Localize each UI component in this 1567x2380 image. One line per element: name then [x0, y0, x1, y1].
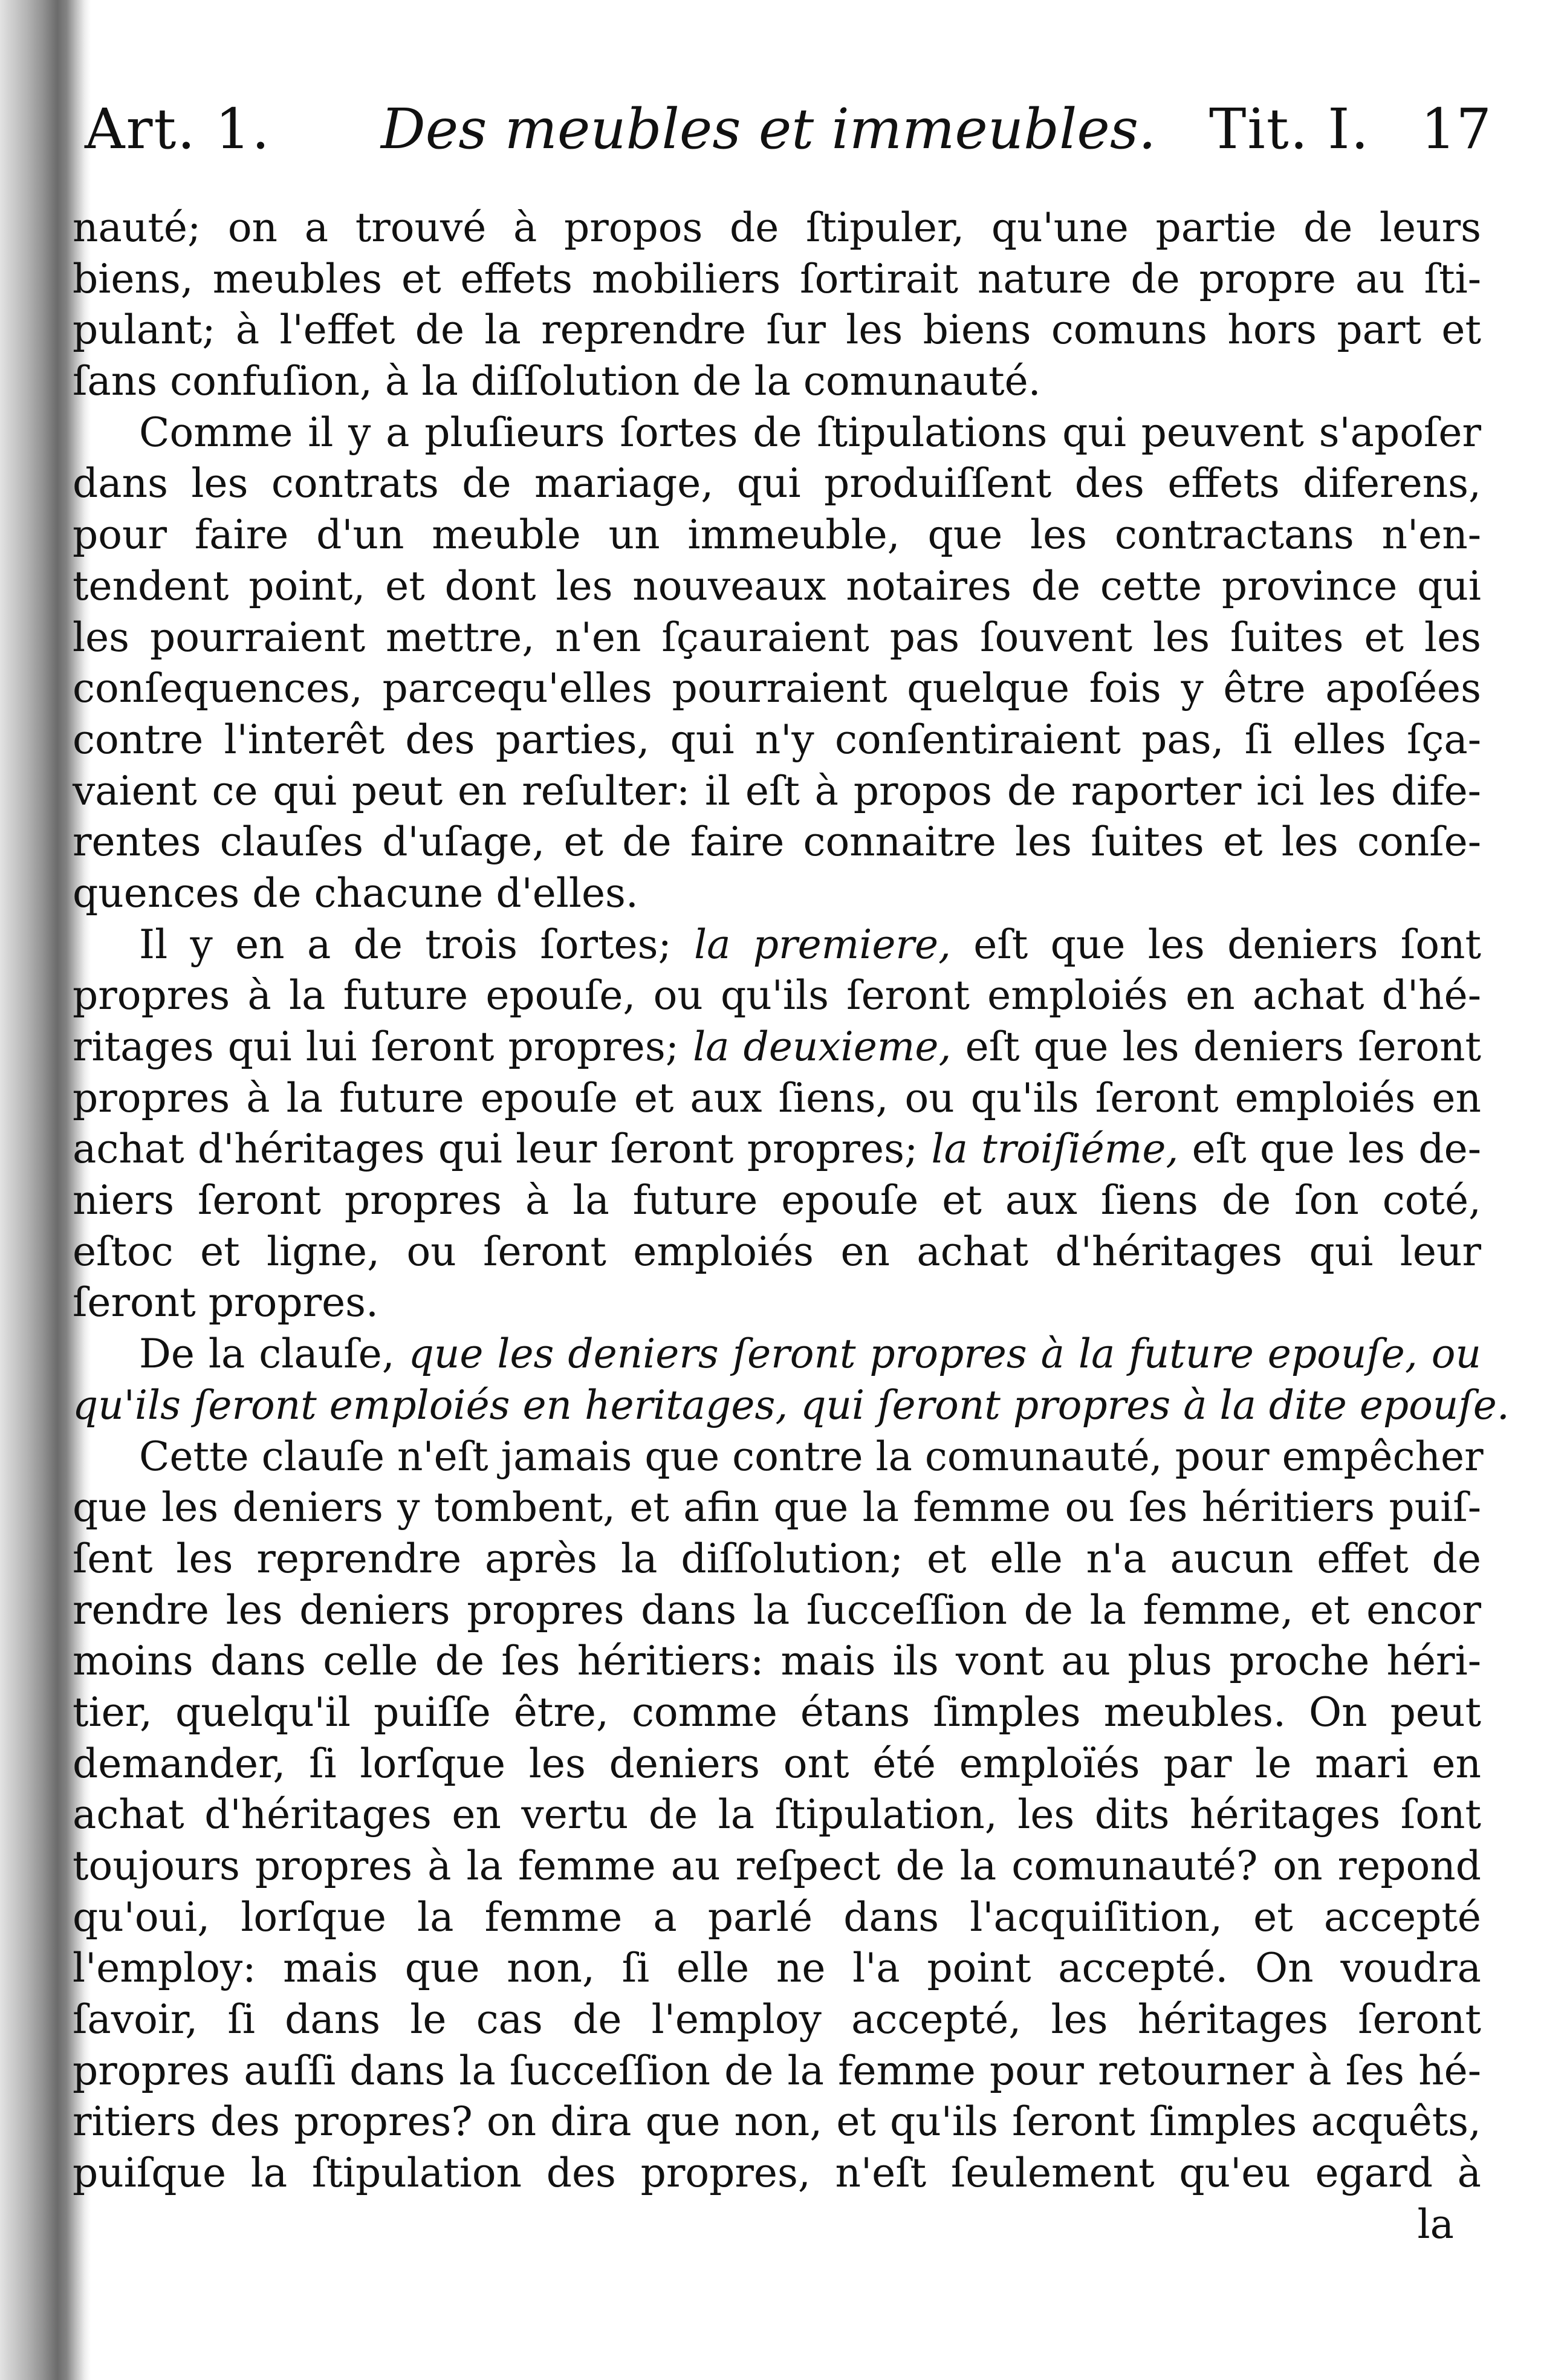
italic-term: la premiere,	[694, 921, 951, 968]
text-segment: eſt que les deniers ſont	[951, 921, 1481, 968]
text-line: ſavoir, ſi dans le cas de l'employ accepté, les héritages ſeront	[73, 1996, 1481, 2043]
text-line: ritiers des propres? on dira que non, et qu'ils ſeront ſimples acquêts,	[73, 2098, 1481, 2145]
text-line	[73, 1022, 1481, 1073]
text-line: toujours propres à la femme au reſpect de la comunauté? on repond	[73, 1843, 1481, 1889]
titre-number: Tit. I.	[1209, 97, 1370, 161]
text-line: demander, ſi lorſque les deniers ont été emploïés par le mari en	[73, 1740, 1481, 1787]
text-line: qu'oui, lorſque la femme a parlé dans l'acquiſition, et accepté	[73, 1893, 1481, 1941]
section-title: Des meubles et immeubles.	[381, 97, 1157, 161]
text-segment: eſt que les deniers ſeront	[951, 1023, 1482, 1070]
catchword: la	[1417, 2200, 1454, 2248]
text-segment: eſt que les de-	[1178, 1126, 1482, 1173]
body-text	[73, 203, 1510, 2251]
text-line: pour faire d'un meuble un immeuble, que les contractans n'en-	[73, 511, 1481, 559]
text-line	[73, 1124, 1481, 1175]
text-line: propres à la future epouſe, ou qu'ils ſeront emploiés en achat d'hé-	[73, 972, 1481, 1019]
text-line: propres auſſi dans la ſucceſſion de la femme pour retourner à ſes hé-	[73, 2047, 1481, 2094]
paragraph-start-line	[73, 919, 1481, 971]
text-line: achat d'héritages en vertu de la ſtipulation, les dits héritages ſont	[73, 1791, 1481, 1838]
text-line: rendre les deniers propres dans la ſucceſſion de la femme, et encor	[73, 1586, 1481, 1633]
text-segment: De la clauſe,	[139, 1331, 409, 1378]
text-line: moins dans celle de ſes héritiers: mais ils vont au plus proche héri-	[73, 1638, 1481, 1685]
text-line: nauté; on a trouvé à propos de ſtipuler, qu'une partie de leurs	[73, 204, 1481, 251]
text-segment: achat d'héritages qui leur ſeront propres;	[73, 1126, 932, 1173]
article-number: Art. 1.	[85, 97, 271, 161]
text-segment: ritages qui lui ſeront propres;	[73, 1023, 693, 1070]
text-line: dans les contrats de mariage, qui produiſſent des effets diferens,	[73, 460, 1481, 507]
text-line: les pourraient mettre, n'en ſçauraient pas ſouvent les ſuites et les	[73, 614, 1481, 661]
clause-heading-line: qu'ils ſeront emploiés en heritages, qui ſeront propres à la dite epouſe.	[73, 1381, 1510, 1428]
book-page	[73, 73, 1510, 2309]
text-line: eſtoc et ligne, ou ſeront emploiés en achat d'héritages qui leur	[73, 1228, 1481, 1275]
text-segment: Il y en a de trois ſortes;	[139, 921, 695, 968]
text-line: conſequences, parcequ'elles pourraient quelque fois y être apoſées	[73, 665, 1481, 712]
text-line: pulant; à l'effet de la reprendre ſur les biens comuns hors part et	[73, 306, 1481, 354]
running-head	[73, 97, 1492, 187]
text-line: contre l'interêt des parties, qui n'y conſentiraient pas, ſi elles ſça-	[73, 716, 1481, 763]
paragraph-start-line: Comme il y a pluſieurs ſortes de ſtipulations qui peuvent s'apoſer	[139, 409, 1481, 456]
text-line: vaient ce qui peut en reſulter: il eſt à propos de raporter ici les dife-	[73, 767, 1481, 814]
text-line: puiſque la ſtipulation des propres, n'eſt ſeulement qu'eu egard à	[73, 2150, 1481, 2197]
text-line: tier, quelqu'il puiſſe être, comme étans ſimples meubles. On peut	[73, 1688, 1481, 1736]
text-line: que les deniers y tombent, et afin que la femme ou ſes héritiers puiſ-	[73, 1484, 1481, 1531]
italic-term: la troiſiéme,	[931, 1126, 1179, 1173]
text-line: quences de chacune d'elles.	[73, 869, 638, 916]
paragraph-start-line: Cette clauſe n'eſt jamais que contre la comunauté, pour empêcher	[139, 1433, 1484, 1480]
text-line: l'employ: mais que non, ſi elle ne l'a point accepté. On voudra	[73, 1945, 1481, 1992]
text-line: biens, meubles et effets mobiliers ſortirait nature de propre au ſti-	[73, 255, 1481, 302]
text-line: tendent point, et dont les nouveaux notaires de cette province qui	[73, 562, 1481, 609]
page-number: 17	[1421, 97, 1492, 161]
text-line: ſeront propres.	[73, 1279, 379, 1326]
text-line: niers ſeront propres à la future epouſe et aux ſiens de ſon coté,	[73, 1177, 1481, 1224]
clause-heading-line	[73, 1329, 1481, 1380]
text-line: ſent les reprendre après la diſſolution; et elle n'a aucun effet de	[73, 1535, 1481, 1582]
italic-heading: que les deniers ſeront propres à la future epouſe, ou	[408, 1331, 1481, 1378]
text-line: propres à la future epouſe et aux ſiens, ou qu'ils ſeront emploiés en	[73, 1074, 1481, 1121]
text-line: rentes clauſes d'uſage, et de faire connaitre les ſuites et les conſe-	[73, 819, 1481, 866]
italic-term: la deuxieme,	[693, 1023, 952, 1070]
text-line: ſans confuſion, à la diſſolution de la comunauté.	[73, 358, 1041, 405]
